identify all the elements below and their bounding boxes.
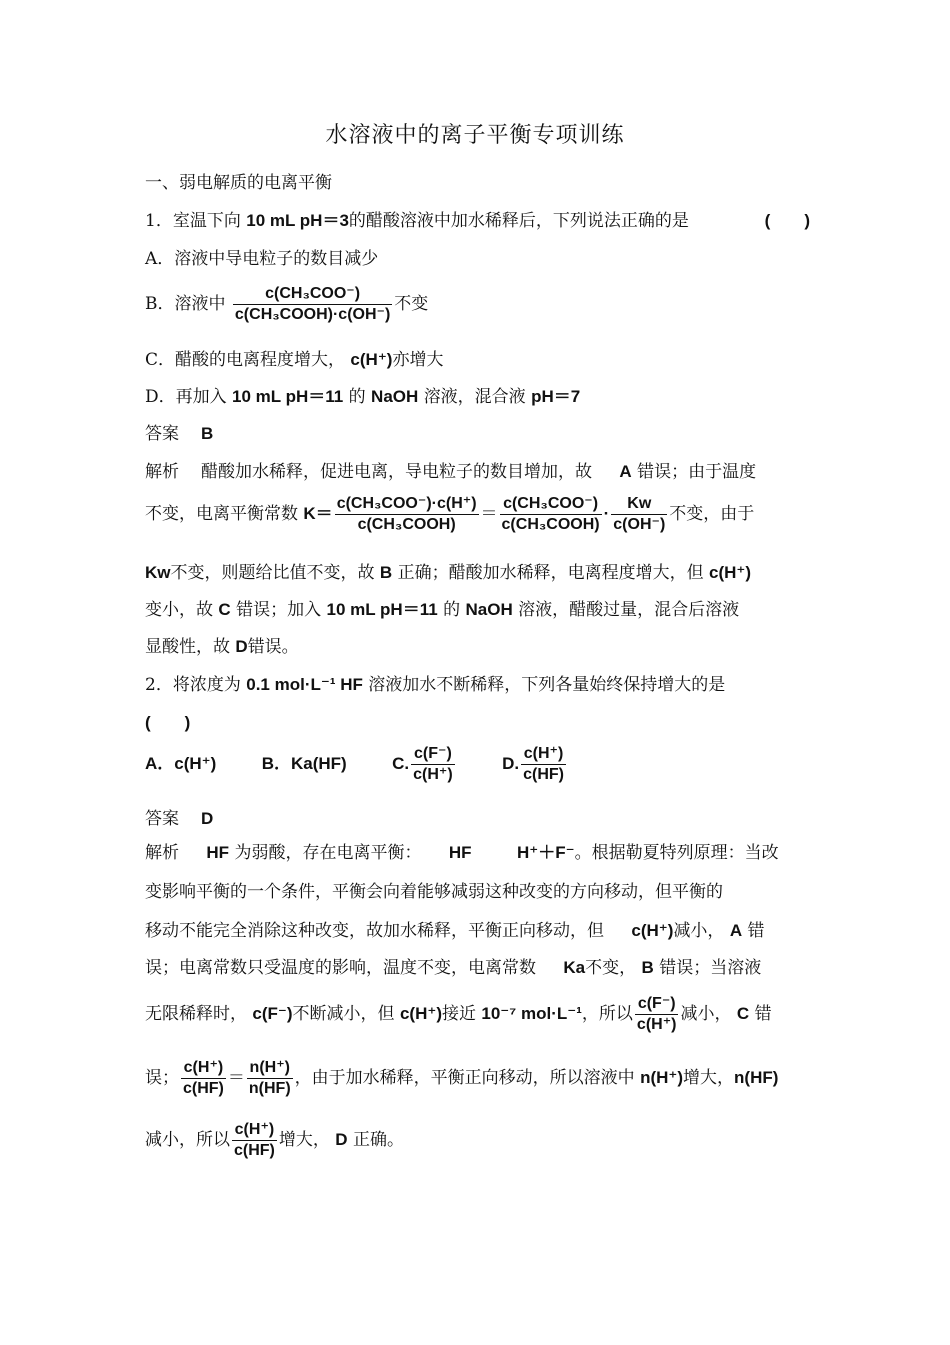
q1-explanation-line: 不变，电离平衡常数 K＝ $\frac{\text{c(CH₃COO⁻)·c(H⁺)}}{\text{c(CH₃COOH)}}$ ＝ $\frac{\text{c(CH₃COO⁻)}}{\text{c(CH₃COOH)}}$ · $\frac{Kw}{c(OH^-)}$ 不变，由于 <box>145 495 755 533</box>
q2-explanation-line: 变影响平衡的一个条件，平衡会向着能够减弱这种改变的方向移动，但平衡的 <box>145 882 723 902</box>
q1-option-d: D．再加入 10 mL pH＝11 的 NaOH 溶液，混合液 pH＝7 <box>145 387 581 407</box>
section-heading: 一、弱电解质的电离平衡 <box>145 173 332 193</box>
q2-explanation-line: 无限稀释时， c(F⁻)不断减小，但 c(H⁺)接近 10⁻⁷ mol·L⁻¹，所以 $\frac{c(F^-)}{c(H^+)}$ 减小， C 错 <box>145 995 772 1033</box>
q2-option-d: D. $\frac{c(H^+)}{c(HF)}$ <box>502 745 564 783</box>
q1-option-a: A．溶液中导电粒子的数目减少 <box>145 249 379 269</box>
q1-stem: 1．室温下向 10 mL pH＝3的醋酸溶液中加水稀释后，下列说法正确的是 ( ) <box>145 206 810 231</box>
q1-answer: 答案 B <box>145 424 214 444</box>
fraction: $\frac{c(F^-)}{c(H^+)}$ <box>413 745 453 783</box>
q2-option-b: B．Ka(HF) <box>261 754 347 773</box>
fraction: $\frac{\text{c(CH₃COO⁻)}}{\text{c(CH₃COOH)·c(OH⁻)}}$ <box>234 285 391 323</box>
q2-option-c: C. $\frac{c(F^-)}{c(H^+)}$ <box>392 745 453 783</box>
answer-paren: ( ) <box>145 713 191 732</box>
fraction: $\frac{c(H^+)}{c(HF)}$ <box>523 745 564 783</box>
q2-option-a: A．c(H⁺) <box>145 754 217 773</box>
q2-explanation-line: 减小，所以 $\frac{c(H^+)}{c(HF)}$ 增大， D 正确。 <box>145 1121 404 1159</box>
q2-explanation-line: 解析 HF 为弱酸，存在电离平衡： HF H⁺＋F⁻。根据勒夏特列原理：当改 <box>145 843 779 863</box>
q2-answer: 答案 D <box>145 809 214 829</box>
fraction: $\frac{c(H^+)}{c(HF)}$ <box>234 1121 275 1159</box>
q1-option-c: C．醋酸的电离程度增大， c(H⁺)亦增大 <box>145 350 444 370</box>
q1-explanation-line: 变小，故 C 错误；加入 10 mL pH＝11 的 NaOH 溶液，醋酸过量，混合后溶液 <box>145 600 740 620</box>
q2-explanation-line: 移动不能完全消除这种改变，故加水稀释，平衡正向移动，但 c(H⁺)减小， A 错 <box>145 921 765 941</box>
fraction: $\frac{c(H^+)}{c(HF)}$ <box>183 1059 224 1097</box>
fraction: $\frac{\text{c(CH₃COO⁻)·c(H⁺)}}{\text{c(CH₃COOH)}}$ <box>336 495 477 533</box>
q2-explanation-line: 误； $\frac{c(H^+)}{c(HF)}$ ＝ $\frac{n(H^+)}{n(HF)}$ ，由于加水稀释，平衡正向移动，所以溶液中 n(H⁺)增大，n(HF) <box>145 1059 779 1097</box>
q1-explanation-line: 显酸性，故 D错误。 <box>145 637 299 657</box>
q1-option-b: B．溶液中 $\frac{\text{c(CH₃COO⁻)}}{\text{c(CH₃COOH)·c(OH⁻)}}$ 不变 <box>145 285 429 323</box>
q2-options <box>145 744 810 785</box>
q2-stem: 2．将浓度为 0.1 mol·L⁻¹ HF 溶液加水不断稀释，下列各量始终保持增大的是 <box>145 675 726 695</box>
page-title: 水溶液中的离子平衡专项训练 <box>325 123 625 148</box>
fraction: $\frac{c(F^-)}{c(H^+)}$ <box>636 995 677 1033</box>
fraction: $\frac{n(H^+)}{n(HF)}$ <box>248 1059 291 1097</box>
q2-explanation-line: 误；电离常数只受温度的影响，温度不变，电离常数 Ka不变， B 错误；当溶液 <box>145 958 762 978</box>
q1-explanation-line: 解析 醋酸加水稀释，促进电离，导电粒子的数目增加，故 A 错误；由于温度 <box>145 462 757 482</box>
q1-explanation-line: Kw不变，则题给比值不变，故 B 正确；醋酸加水稀释，电离程度增大，但 c(H⁺) <box>145 563 752 583</box>
answer-paren: ( ) <box>764 211 810 230</box>
fraction: $\frac{Kw}{c(OH^-)}$ <box>613 495 666 533</box>
fraction: $\frac{\text{c(CH₃COO⁻)}}{\text{c(CH₃COOH)}}$ <box>501 495 600 533</box>
